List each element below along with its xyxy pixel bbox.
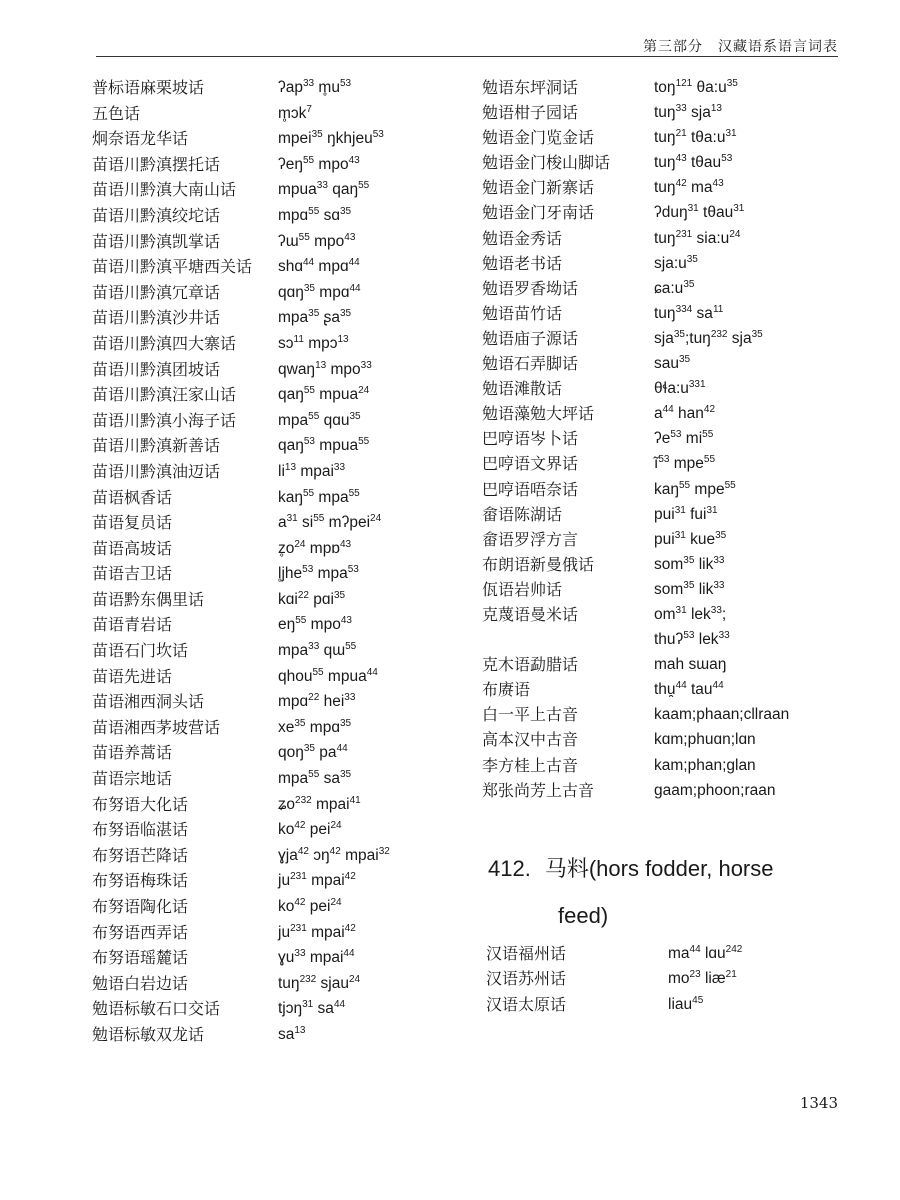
word-form: qaŋ$^{55}$ mpua$^{24}$ [278,385,370,404]
word-form: mpua$^{33}$ qaŋ$^{55}$ [278,180,370,199]
dialect-name: 布努语芒降话 [92,845,189,865]
dialect-name: 布努语西弄话 [92,922,189,942]
dialect-name: 苗语川黔滇四大寨话 [92,333,237,353]
entry-row [92,590,472,616]
dialect-name: 勉语金门新寨话 [482,178,595,198]
dialect-name: 李方桂上古音 [482,755,579,775]
word-form: $ĩ^{53}$ mpe$^{55}$ [654,454,716,473]
word-form: tuŋ$^{33}$ sja$^{13}$ [654,103,722,122]
entry-row [92,308,472,334]
dialect-name: 苗语养蒿话 [92,743,173,763]
entry-row [92,897,472,923]
section-heading [488,842,842,896]
dialect-name: 汉语福州话 [486,943,567,963]
word-form: ʔe$^{53}$ $mi^{55}$ [654,429,714,448]
dialect-name: 勉语石弄脚话 [482,354,579,374]
word-form: mpa$^{55}$ qɑu$^{35}$ [278,410,361,429]
entry-row [92,871,472,897]
dialect-name: 勉语标敏双龙话 [92,1024,205,1044]
entry-row [482,995,842,1021]
dialect-name: 布赓语 [482,680,531,700]
entry-row [92,667,472,693]
word-form: $ju^{231}$ mpai$^{42}$ [278,871,356,890]
entry-row [92,129,472,155]
entry-row [482,254,842,279]
dialect-name: 苗语复员话 [92,513,173,533]
entry-row [92,974,472,1000]
entry-row [482,756,842,781]
word-form: tjɔŋ$^{31}$ $sa^{44}$ [278,999,346,1018]
entry-row [92,155,472,181]
dialect-name: 炯奈语龙华话 [92,129,189,149]
dialect-name: 布朗语新曼俄话 [482,554,595,574]
entry-row [482,969,842,995]
entry-row [92,539,472,565]
dialect-name: 勉语罗香坳话 [482,278,579,298]
dialect-name: 勉语老书话 [482,253,563,273]
word-form: kam;phan;glan [654,756,756,774]
word-form: toŋ$^{121}$ $\theta a:u^{35}$ [654,78,738,96]
section-entry-list [482,944,842,1021]
section-number: 412. [488,855,531,881]
word-form: tuŋ$^{21}$ $t\theta a:u^{31}$ [654,128,737,147]
entry-row [482,279,842,304]
entry-row [92,795,472,821]
word-form: m̥ɔk$^7$ [278,103,312,122]
entry-row [92,462,472,488]
entry-row [482,530,842,555]
word-form: mpa$^{33}$ qɯ$^{55}$ [278,641,357,660]
word-form: pui$^{31}$ fui$^{31}$ [654,504,718,523]
entry-row [482,781,842,806]
dialect-name: 高本汉中古音 [482,730,579,750]
word-form: tuŋ$^{334}$ $sa^{11}$ [654,303,724,322]
entry-row [92,718,472,744]
entry-row [92,360,472,386]
word-form: som$^{35}$ lik$^{33}$ [654,554,725,573]
word-form: $ko^{42}$ pei$^{24}$ [278,897,342,915]
word-form: kaŋ$^{55}$ mpa$^{55}$ [278,487,360,506]
dialect-name: 勉语白岩边话 [92,973,189,993]
entry-row [92,232,472,258]
word-form: qhou$^{55}$ mpua$^{44}$ [278,666,378,685]
dialect-name: 勉语东坪洞话 [482,78,579,97]
word-form: mah sɯaŋ [654,656,727,674]
word-form: thuʔ$^{53}$ lek$^{33}$ [654,630,730,649]
right-entry-list [482,78,842,806]
entry-row [92,411,472,437]
word-form: qɑŋ$^{35}$ mpɑ$^{44}$ [278,282,361,301]
dialect-name: 苗语川黔滇摆托话 [92,154,221,174]
entry-row [482,505,842,530]
dialect-name: 巴哼语岑卜话 [482,429,579,449]
entry-row [92,104,472,130]
dialect-name: 苗语青岩话 [92,615,173,635]
word-form: thu̯$^{44}$ tau$^{44}$ [654,680,724,699]
word-form: $sa^{13}$ [278,1024,306,1043]
entry-row [92,641,472,667]
entry-row [92,820,472,846]
dialect-name: 苗语湘西洞头话 [92,692,205,712]
word-form: liau$^{45}$ [668,994,704,1013]
entry-row [92,615,472,641]
word-form: l̥jhe$^{53}$ mpa$^{53}$ [278,564,359,583]
left-column [92,78,472,1051]
entry-row [92,846,472,872]
entry-row [92,334,472,360]
section-title-line2: feed) [558,902,609,928]
dialect-name: 勉语柑子园话 [482,103,579,123]
word-form: $a^{44}$ han$^{42}$ [654,404,716,423]
dialect-name: 苗语高坡话 [92,538,173,558]
dialect-name: 勉语金秀话 [482,228,563,248]
entry-row [92,923,472,949]
word-form: tuŋ$^{42}$ $ma^{43}$ [654,178,724,197]
entry-row [92,257,472,283]
dialect-name: 白一平上古音 [482,705,579,725]
entry-row [92,78,472,104]
word-form: tuŋ$^{231}$ $sia:u^{24}$ [654,228,741,247]
dialect-name: 苗语宗地话 [92,769,173,789]
dialect-name: 苗语川黔滇绞坨话 [92,205,221,225]
word-form: mpɑ$^{22}$ hei$^{33}$ [278,692,356,711]
entry-row [92,180,472,206]
word-form: mpɑ$^{55}$ sɑ$^{35}$ [278,205,352,224]
word-form: shɑ$^{44}$ mpɑ$^{44}$ [278,257,360,276]
dialect-name: 苗语川黔滇大南山话 [92,180,237,200]
entry-row [92,769,472,795]
word-form: $ma^{44}$ lɑu$^{242}$ [668,943,743,962]
dialect-name: 苗语枫香话 [92,487,173,507]
dialect-name: 布努语临湛话 [92,820,189,840]
entry-row [482,103,842,128]
entry-row [92,488,472,514]
dialect-name: 勉语金门牙南话 [482,203,595,223]
word-form: ɣu$^{33}$ mpai$^{44}$ [278,948,355,967]
word-form: ʔɯ$^{55}$ mpo$^{43}$ [278,231,356,250]
entry-row [92,1025,472,1051]
dialect-name: 勉语藻勉大坪话 [482,404,595,424]
entry-row [92,948,472,974]
entry-row [482,404,842,429]
dialect-name: 苗语川黔滇冗章话 [92,282,221,302]
word-form: ʔap$^{33}$ $m̥u^{53}$ [278,78,352,96]
entry-row [482,153,842,178]
word-form: $li^{13}$ mpai$^{33}$ [278,461,346,480]
word-form: sɔ$^{11}$ mpɔ$^{13}$ [278,333,349,352]
word-form: tuŋ$^{43}$ tθau$^{53}$ [654,153,733,172]
word-form: ʔduŋ$^{31}$ tθau$^{31}$ [654,203,745,222]
dialect-name: 勉语金门览金话 [482,128,595,148]
dialect-name: 勉语庙子源话 [482,328,579,348]
dialect-name: 苗语川黔滇沙井话 [92,308,221,328]
dialect-name: 苗语川黔滇汪家山话 [92,385,237,405]
word-form: ʔeŋ$^{55}$ mpo$^{43}$ [278,154,360,173]
dialect-name: 布努语大化话 [92,794,189,814]
entry-row [482,480,842,505]
dialect-name: 畲语陈湖话 [482,504,563,524]
dialect-name: 勉语苗竹话 [482,303,563,323]
page-number: 1343 [799,1094,838,1112]
dialect-name: 勉语滩散话 [482,379,563,399]
word-form: $xe^{35}$ mpɑ$^{35}$ [278,717,352,736]
dialect-name: 巴哼语唔奈话 [482,479,579,499]
entry-row [482,429,842,454]
entry-row [482,680,842,705]
entry-row [482,944,842,970]
dialect-name: 布努语梅珠话 [92,871,189,891]
entry-row [482,203,842,228]
dialect-name: 苗语川黔滇凯掌话 [92,231,221,251]
word-form: kɑi$^{22}$ pɑi$^{35}$ [278,589,346,608]
dialect-name: 普标语麻栗坡话 [92,78,205,97]
dialect-name: 汉语太原话 [486,994,567,1014]
entry-row [92,436,472,462]
word-form: $ju^{231}$ mpai$^{42}$ [278,922,356,941]
dialect-name: 克木语勐腊话 [482,655,579,675]
word-form: mpei$^{35}$ ŋkhjeu$^{53}$ [278,129,384,148]
entry-row [482,454,842,479]
word-form: gaam;phoon;raan [654,781,776,799]
word-form: $om^{31}$ lek$^{33}$; [654,604,727,623]
word-form: $\theta ɬa:u^{331}$ [654,379,706,398]
dialect-name: 布努语陶化话 [92,897,189,916]
entry-row [482,655,842,680]
dialect-name: 苗语石门坎话 [92,641,189,661]
word-form: mpa$^{55}$ $sa^{35}$ [278,769,352,788]
word-form: som$^{35}$ lik$^{33}$ [654,579,725,598]
dialect-name: 布努语瑶麓话 [92,948,189,968]
entry-row [482,730,842,755]
dialect-name: 汉语苏州话 [486,969,567,989]
word-form: $ko^{42}$ pei$^{24}$ [278,820,342,839]
word-form: $z̥o^{24}$ mpɒ$^{43}$ [278,538,352,557]
dialect-name: 畲语罗浮方言 [482,529,579,549]
dialect-name: 佤语岩帅话 [482,579,563,599]
word-form: sja$^{35}$;tuŋ$^{232}$ sja$^{35}$ [654,328,763,347]
entry-row [92,283,472,309]
dialect-name: 苗语黔东偶里话 [92,589,205,609]
word-form: tuŋ$^{232}$ sjau$^{24}$ [278,973,361,992]
dialect-name: 苗语川黔滇小海子话 [92,410,237,430]
entry-row [92,692,472,718]
entry-row [482,580,842,605]
entry-row [482,705,842,730]
entry-row [482,329,842,354]
right-column [482,78,842,1020]
entry-row [482,630,842,655]
entry-row [482,555,842,580]
section-title-line1: 马料(hors fodder, horse [544,855,774,881]
entry-row [92,564,472,590]
word-form: mpa$^{35}$ ʂa$^{35}$ [278,308,352,327]
dialect-name: 勉语标敏石口交话 [92,999,221,1019]
word-form: $a^{31}$ $si^{55}$ mʔpei$^{24}$ [278,513,382,532]
word-form: pui$^{31}$ kue$^{35}$ [654,529,727,548]
entry-row [482,78,842,103]
word-form: $mo^{23}$ liæ$^{21}$ [668,969,737,988]
entry-row [92,743,472,769]
dialect-name: 苗语先进话 [92,666,173,686]
entry-row [92,206,472,232]
word-form: $sja:u^{35}$ [654,253,698,272]
entry-row [482,605,842,630]
word-form: $eŋ^{55}$ mpo$^{43}$ [278,615,352,634]
word-form: ʑo$^{232}$ mpai$^{41}$ [278,794,361,813]
entry-row [482,128,842,153]
dialect-name: 五色话 [92,103,141,123]
word-form: ɣja$^{42}$ ɔŋ$^{42}$ mpai$^{32}$ [278,845,390,864]
dialect-name: 苗语川黔滇油迈话 [92,461,221,481]
dialect-name: 克蔑语曼米话 [482,604,579,624]
running-header: 第三部分 汉藏语系语言词表 [643,39,838,55]
entry-row [482,178,842,203]
header-rule [96,56,838,57]
dialect-name: 苗语川黔滇平塘西关话 [92,257,253,277]
word-form: $ɕa:u^{35}$ [654,278,695,297]
dialect-name: 勉语金门梭山脚话 [482,153,611,173]
dialect-name: 苗语湘西茅坡营话 [92,717,221,737]
entry-row [92,385,472,411]
dialect-name: 巴哼语文界话 [482,454,579,474]
entry-row [482,229,842,254]
word-form: kaam;phaan;cllraan [654,706,790,724]
entry-row [482,304,842,329]
entry-row [482,354,842,379]
word-form: qwaŋ$^{13}$ mpo$^{33}$ [278,359,372,378]
dialect-name: 郑张尚芳上古音 [482,780,595,800]
entry-row [92,999,472,1025]
word-form: kɑm;phuɑn;lɑn [654,731,756,749]
word-form: qaŋ$^{53}$ mpua$^{55}$ [278,436,370,455]
entry-row [92,513,472,539]
word-form: sau$^{35}$ [654,354,691,373]
word-form: kaŋ$^{55}$ mpe$^{55}$ [654,479,736,498]
entry-row [482,379,842,404]
dialect-name: 苗语吉卫话 [92,564,173,584]
dialect-name: 苗语川黔滇团坡话 [92,359,221,379]
word-form: qoŋ$^{35}$ $pa^{44}$ [278,743,348,762]
dialect-name: 苗语川黔滇新善话 [92,436,221,456]
